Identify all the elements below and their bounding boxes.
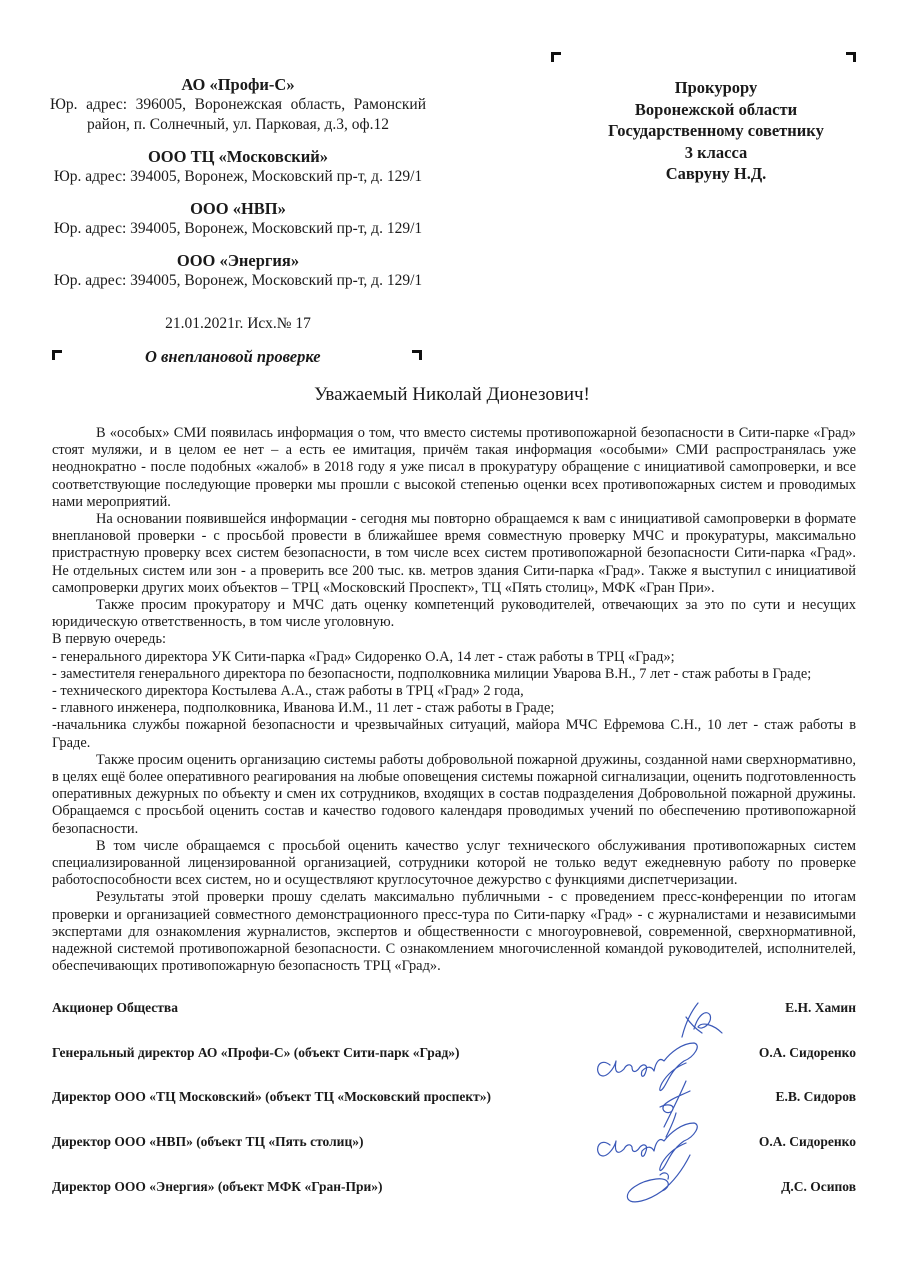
sender-org — [50, 251, 426, 291]
outgoing-number: 21.01.2021г. Исх.№ 17 — [165, 315, 311, 332]
list-item: - технического директора Костылева А.А., стаж работы в ТРЦ «Град» 2 года, — [52, 683, 524, 700]
greeting: Уважаемый Николай Дионезович! — [314, 384, 590, 405]
letter-body — [52, 425, 856, 976]
handwritten-signatures — [590, 995, 740, 1215]
corner-bracket-top-right-icon — [846, 52, 856, 62]
org-address: Юр. адрес: 394005, Воронеж, Московский пр-т, д. 129/1 — [53, 168, 423, 185]
signature-sidorenko-1-icon — [598, 1043, 698, 1090]
org-name: ООО ТЦ «Московский» — [147, 147, 329, 166]
body-paragraph: Также просим прокуратору и МЧС дать оценку компетенций руководителей, отвечающих за это по сути и несущих юридическую ответственность, в том числе уголовную. — [52, 597, 856, 631]
signatory-name: Е.Н. Хамин — [785, 1000, 856, 1015]
sender-org — [50, 147, 426, 187]
org-address: Юр. адрес: 394005, Воронеж, Московский пр-т, д. 129/1 — [53, 272, 423, 289]
signatory-role: Акционер Общества — [52, 1000, 178, 1015]
body-paragraph: Результаты этой проверки прошу сделать максимально публичными - с проведением пресс-конференции по итогам проверки и организацией совместного демонстрационного пресс-тура по Сити-парку «Град» - с журналистами и независимыми экспертами для ознакомления журналистов, экспертов и общественности с многоуровневой, современной, сверхнормативной, надежной системой противопожарной безопасности. С ознакомлением многочисленной командой руководителей, исполнителей, обеспечивающих противопожарную безопасность ТРЦ «Град». — [52, 889, 856, 975]
body-paragraph: В «особых» СМИ появилась информация о том, что вместо системы противопожарной безопасности в Сити-парке «Град» стоят муляжи, и в целом ее нет – а есть ее имитация, причём такая информация «особыми» СМИ распространялась уже неоднократно - после подобных «жалоб» в 2018 году я уже писал в прокуратуру обращение с инициативой самопроверки, и все соответствующие последующие проверки мы прошли с высокой степенью оценки всех противопожарных систем и проводимых нами мероприятий. — [52, 425, 856, 510]
body-paragraph: Также просим оценить организацию системы работы добровольной пожарной дружины, созданной нами сверхнормативно, в целях ещё более оперативного реагирования на любые оповещения системы пожарной сигнализации, оценить подготовленность оперативных дежурных по объекту и смен их сотрудников, входящих в состав подразделения Добровольной пожарной дружины. Обращаемся с просьбой оценить состав и качество годового календаря проводимых учений по обеспечению противопожарной безопасности. — [52, 751, 856, 837]
signatory-name: Е.В. Сидоров — [775, 1089, 856, 1104]
list-intro: В первую очередь: — [52, 631, 167, 648]
recipient-line: Прокурору — [674, 78, 758, 97]
list-item: - главного инженера, подполковника, Иванова И.М., 11 лет - стаж работы в Граде; — [52, 700, 555, 717]
signatory-role: Директор ООО «Энергия» (объект МФК «Гран-При») — [52, 1179, 383, 1194]
signatory-role: Генеральный директор АО «Профи-С» (объект Сити-парк «Град») — [52, 1045, 460, 1060]
signatory-name: Д.С. Осипов — [781, 1179, 856, 1194]
recipient-line: 3 класса — [684, 142, 748, 162]
org-address: Юр. адрес: 396005, Воронежская область, Рамонский район, п. Солнечный, ул. Парковая, д.3, оф.12 — [50, 96, 426, 133]
org-address: Юр. адрес: 394005, Воронеж, Московский пр-т, д. 129/1 — [53, 220, 423, 237]
recipient-block — [578, 77, 854, 185]
signature-osipov-icon — [627, 1155, 690, 1202]
corner-bracket-top-left-icon — [551, 52, 561, 62]
signatory-role: Директор ООО «НВП» (объект ТЦ «Пять столиц») — [52, 1134, 364, 1149]
corner-bracket-top-left-icon — [52, 350, 62, 360]
body-paragraph: В том числе обращаемся с просьбой оценить качество услуг технического обслуживания противопожарных систем специализированной лицензированной организацией, сотрудники которой не только ведут ежедневную работу по проверке работоспособности всех систем, но и осуществляют круглосуточное дежурство с функциями диспетчеризации. — [52, 837, 856, 889]
corner-bracket-top-right-icon — [412, 350, 422, 360]
signatory-role: Директор ООО «ТЦ Московский» (объект ТЦ «Московский проспект») — [52, 1089, 492, 1104]
list-item: - генерального директора УК Сити-парка «Град» Сидоренко О.А, 14 лет - стаж работы в ТРЦ «Град»; — [52, 648, 675, 665]
signature-sidorov-icon — [660, 1081, 690, 1137]
signatory-name: О.А. Сидоренко — [758, 1045, 856, 1060]
subject-line: О внеплановой проверке — [145, 347, 321, 366]
signatory-name: О.А. Сидоренко — [758, 1134, 856, 1149]
list-item: - заместителя генерального директора по безопасности, подполковника милиции Уварова В.Н., 7 лет - стаж работы в Граде; — [52, 665, 812, 682]
sender-block — [50, 75, 426, 303]
signature-sidorenko-2-icon — [598, 1123, 698, 1170]
org-name: ООО «Энергия» — [176, 251, 300, 270]
sender-org — [50, 199, 426, 239]
list-item: -начальника службы пожарной безопасности и чрезвычайных ситуаций, майора МЧС Ефремова С.Н., 10 лет - стаж работы в Граде. — [52, 717, 856, 751]
signature-khamin-icon — [682, 1003, 722, 1037]
recipient-line: Савруну Н.Д. — [665, 164, 767, 183]
org-name: АО «Профи-С» — [181, 75, 295, 94]
sender-org — [50, 75, 426, 135]
org-name: ООО «НВП» — [190, 199, 286, 218]
body-paragraph: На основании появившейся информации - сегодня мы повторно обращаемся к вам с инициативой самопроверки в формате внеплановой проверки - с просьбой провести в ближайшее время совместную проверку МЧС и прокуратуры, максимально пристрастную проверку всех систем безопасности, в том числе всех систем противопожарной безопасности Сити-парка «Град». Не отдельных систем или зон - а проверить все 200 тыс. кв. метров здания Сити-парка «Град». Также я выступил с инициативой самопроверки других моих объектов – ТРЦ «Московский Проспект», ТЦ «Пять столиц», МФК «Гран При». — [52, 511, 856, 596]
recipient-line: Воронежской области — [634, 99, 798, 119]
recipient-line: Государственному советнику — [608, 121, 824, 140]
